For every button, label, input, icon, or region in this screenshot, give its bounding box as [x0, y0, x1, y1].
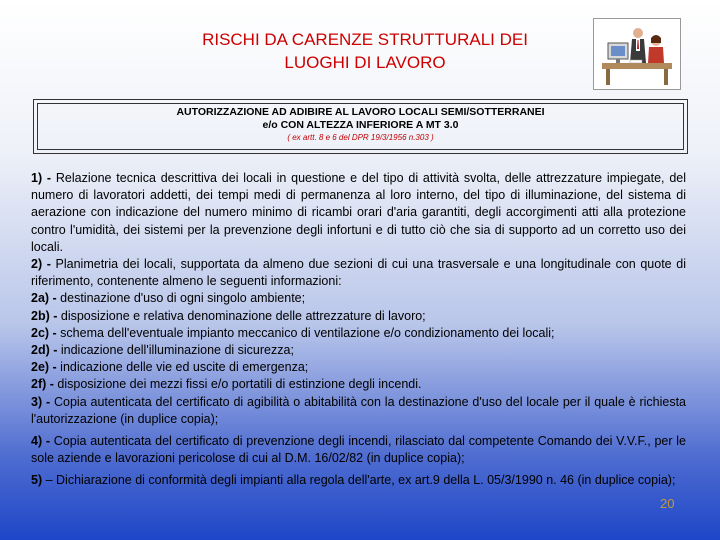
list-item-text: Relazione tecnica descrittiva dei locali in questione e del tipo di attività svolta, delle attrezzature impiegate, del numero di lavoratori addetti, dei tempi medi di permanenza al loro interno, del tipo di illuminazione, del sistema di aerazione con indicazione del numero minimo di ricambi orari d'aria garantiti, degli accorgimenti atti alla protezione contro l'umidità, dei sistemi per la prevenzione degli infortuni e di tutto ciò che sia di supporto ad un corretto uso dei locali.: [31, 171, 686, 254]
list-item-text: – Dichiarazione di conformità degli impianti alla regola dell'arte, ex art.9 della L. 05/3/1990 n. 46 (in duplice copia);: [42, 473, 676, 488]
list-item-2c: [31, 325, 686, 342]
list-item-text: disposizione dei mezzi fissi e/o portatili di estinzione degli incendi.: [53, 377, 422, 392]
list-item-label: 2d) -: [31, 343, 58, 358]
list-item-text: Copia autenticata del certificato di agibilità o abitabilità con la destinazione d'uso del locale per il quale è richiesta l'autorizzazione (in duplice copia);: [31, 394, 686, 426]
list-item-text: schema dell'eventuale impianto meccanico di ventilazione e/o condizionamento dei locali;: [56, 325, 555, 340]
list-item-label: 1) -: [31, 171, 52, 185]
list-item-5: [31, 472, 686, 489]
list-item-label: 2a) -: [31, 291, 57, 306]
title-line-2: LUOGHI DI LAVORO: [284, 53, 446, 72]
page-number: 20: [660, 496, 675, 511]
list-item-2: [31, 256, 686, 290]
list-item-label: 5): [31, 473, 43, 488]
list-item-label: 2) -: [31, 257, 51, 272]
list-item-1: [31, 170, 686, 256]
list-item-label: 3) -: [31, 394, 51, 409]
list-item-2a: [31, 290, 686, 307]
list-item-2f: [31, 376, 686, 393]
list-item-3: [31, 394, 686, 428]
authorization-header-box: [33, 99, 688, 154]
list-item-text: indicazione dell'illuminazione di sicurezza;: [57, 343, 294, 358]
office-workers-illustration: [594, 19, 680, 89]
list-item-text: destinazione d'uso di ogni singolo ambiente;: [56, 291, 306, 306]
list-item-label: 4) -: [31, 434, 51, 449]
list-item-text: disposizione e relativa denominazione delle attrezzature di lavoro;: [57, 308, 426, 323]
slide-title: [140, 28, 590, 74]
header-line-2: e/o CON ALTEZZA INFERIORE A MT 3.0: [262, 119, 459, 131]
office-workers-clipart: [593, 18, 681, 90]
title-line-1: RISCHI DA CARENZE STRUTTURALI DEI: [202, 30, 528, 49]
list-item-4: [31, 433, 686, 467]
list-item-text: indicazione delle vie ed uscite di emergenza;: [56, 360, 309, 375]
list-item-label: 2f) -: [31, 377, 54, 392]
list-item-text: Copia autenticata del certificato di prevenzione degli incendi, rilasciato dal competente Comando dei V.V.F., per le sole aziende e lavorazioni pericolose di cui al D.M. 16/02/82 (in duplice copia);: [31, 434, 687, 466]
header-box-inner-frame: [37, 103, 684, 150]
requirements-list: [31, 170, 686, 490]
list-item-label: 2e) -: [31, 360, 57, 375]
list-item-2d: [31, 342, 686, 359]
list-item-text: Planimetria dei locali, supportata da almeno due sezioni di cui una trasversale e una longitudinale con quote di riferimento, contenente almeno le seguenti informazioni:: [31, 257, 686, 289]
list-item-2e: [31, 359, 686, 376]
list-item-2b: [31, 308, 686, 325]
list-item-label: 2c) -: [31, 325, 57, 340]
header-line-1: AUTORIZZAZIONE AD ADIBIRE AL LAVORO LOCALI SEMI/SOTTERRANEI: [176, 106, 545, 118]
header-legal-reference: ( ex artt. 8 e 6 del DPR 19/3/1956 n.303 ): [287, 133, 434, 142]
list-item-label: 2b) -: [31, 308, 58, 323]
